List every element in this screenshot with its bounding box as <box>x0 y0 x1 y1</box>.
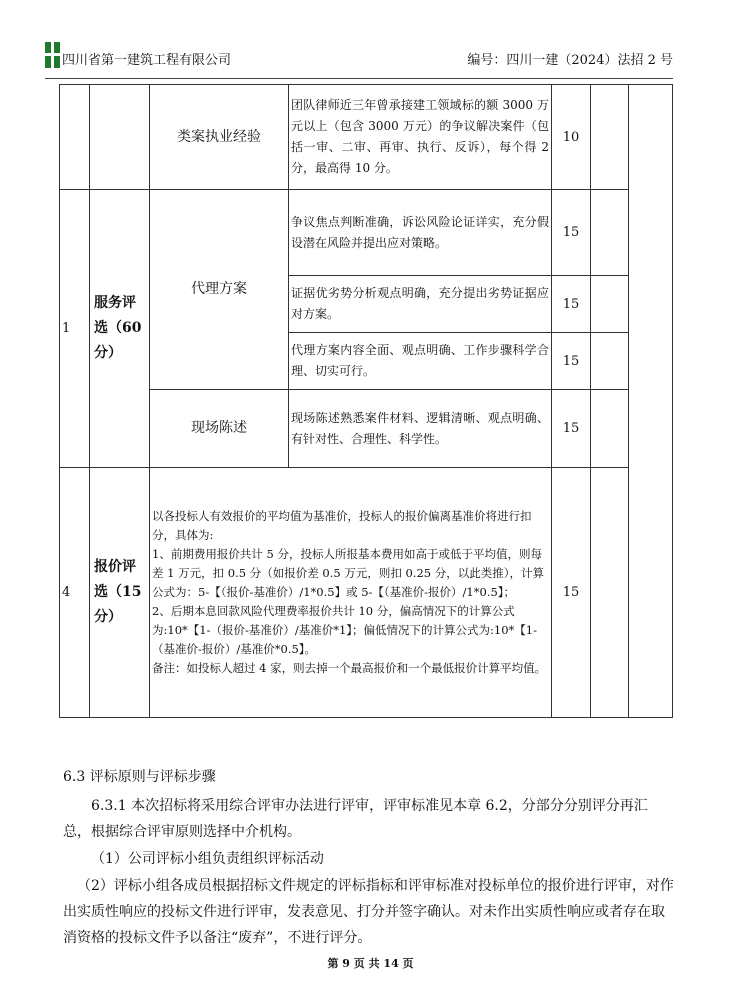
item-cell: 代理方案 <box>150 190 289 390</box>
table-row <box>60 190 673 276</box>
scoring-table <box>59 84 673 718</box>
criteria-line: 备注：如投标人超过 4 家，则去掉一个最高报价和一个最低报价计算平均值。 <box>152 661 547 675</box>
page-footer: 第 9 页 共 14 页 <box>327 957 414 970</box>
paragraph: 6.3.1 本次招标将采用综合评审办法进行评审，评审标准见本章 6.2，分部分分别评分再汇总，根据综合评审原则选择中介机构。 <box>63 798 648 840</box>
paragraph: （2）评标小组各成员根据招标文件规定的评标指标和评审标准对投标单位的报价进行评审，对作出实质性响应的投标文件进行评审，发表意见、打分并签字确认。对未作出实质性响应或者存在取消资格的投标文件予以备注“废弃”，不进行评分。 <box>63 878 674 946</box>
category-cell <box>90 85 150 190</box>
score-cell: 15 <box>552 276 591 333</box>
blank-cell <box>591 276 629 333</box>
blank-cell <box>591 468 629 718</box>
item-cell: 类案执业经验 <box>150 85 289 190</box>
criteria-cell: 现场陈述熟悉案件材料、逻辑清晰、观点明确、有针对性、合理性、科学性。 <box>289 390 552 468</box>
score-cell: 10 <box>552 85 591 190</box>
header-divider <box>45 78 673 79</box>
blank-cell <box>591 85 629 190</box>
blank-cell <box>591 333 629 390</box>
criteria-line: 2、后期本息回款风险代理费率报价共计 10 分，偏高情况下的计算公式为:10*【1-（报价-基准价）/基准价*1】；偏低情况下的计算公式为:10*【1-（基准价-报价）/基准价*0.5】。 <box>152 604 537 656</box>
item-cell: 现场陈述 <box>150 390 289 468</box>
blank-cell <box>591 390 629 468</box>
score-cell: 15 <box>552 333 591 390</box>
table-row <box>60 468 673 718</box>
criteria-cell: 证据优劣势分析观点明确，充分提出劣势证据应对方案。 <box>289 276 552 333</box>
criteria-cell: 争议焦点判断准确，诉讼风险论证详实，充分假设潜在风险并提出应对策略。 <box>289 190 552 276</box>
row-number-cell: 4 <box>60 468 90 718</box>
paragraph: （1）公司评标小组负责组织评标活动 <box>91 851 324 867</box>
category-cell: 报价评选（15分） <box>90 468 150 718</box>
table-row <box>60 85 673 190</box>
criteria-cell: 团队律师近三年曾承接建工领域标的额 3000 万元以上（包含 3000 万元）的争议解决案件（包括一审、二审、再审、执行、反诉），每个得 2 分，最高得 10 分。 <box>289 85 552 190</box>
score-cell: 15 <box>552 468 591 718</box>
category-cell: 服务评选（60分） <box>90 190 150 468</box>
company-name: 四川省第一建筑工程有限公司 <box>62 53 232 68</box>
table-row <box>60 390 673 468</box>
blank-cell <box>629 85 673 718</box>
criteria-line: 1、前期费用报价共计 5 分，投标人所报基本费用如高于或低于平均值，则每差 1 万元，扣 0.5 分（如报价差 0.5 万元，则扣 0.25 分，以此类推），计算公式为：5-【（报价-基准价）/1*0.5】或 5-【（基准价-报价）/1*0.5】； <box>152 547 544 599</box>
score-cell: 15 <box>552 390 591 468</box>
blank-cell <box>591 190 629 276</box>
page-header <box>45 40 673 78</box>
document-number: 编号：四川一建（2024）法招 2 号 <box>467 53 673 68</box>
section-title: 6.3 评标原则与评标步骤 <box>63 769 216 785</box>
row-number-cell: 1 <box>60 190 90 468</box>
row-number-cell <box>60 85 90 190</box>
criteria-cell <box>150 468 552 718</box>
company-logo-icon <box>45 42 60 68</box>
score-cell: 15 <box>552 190 591 276</box>
criteria-cell: 代理方案内容全面、观点明确、工作步骤科学合理、切实可行。 <box>289 333 552 390</box>
criteria-line: 以各投标人有效报价的平均值为基准价，投标人的报价偏离基准价将进行扣分，具体为: <box>152 509 532 542</box>
